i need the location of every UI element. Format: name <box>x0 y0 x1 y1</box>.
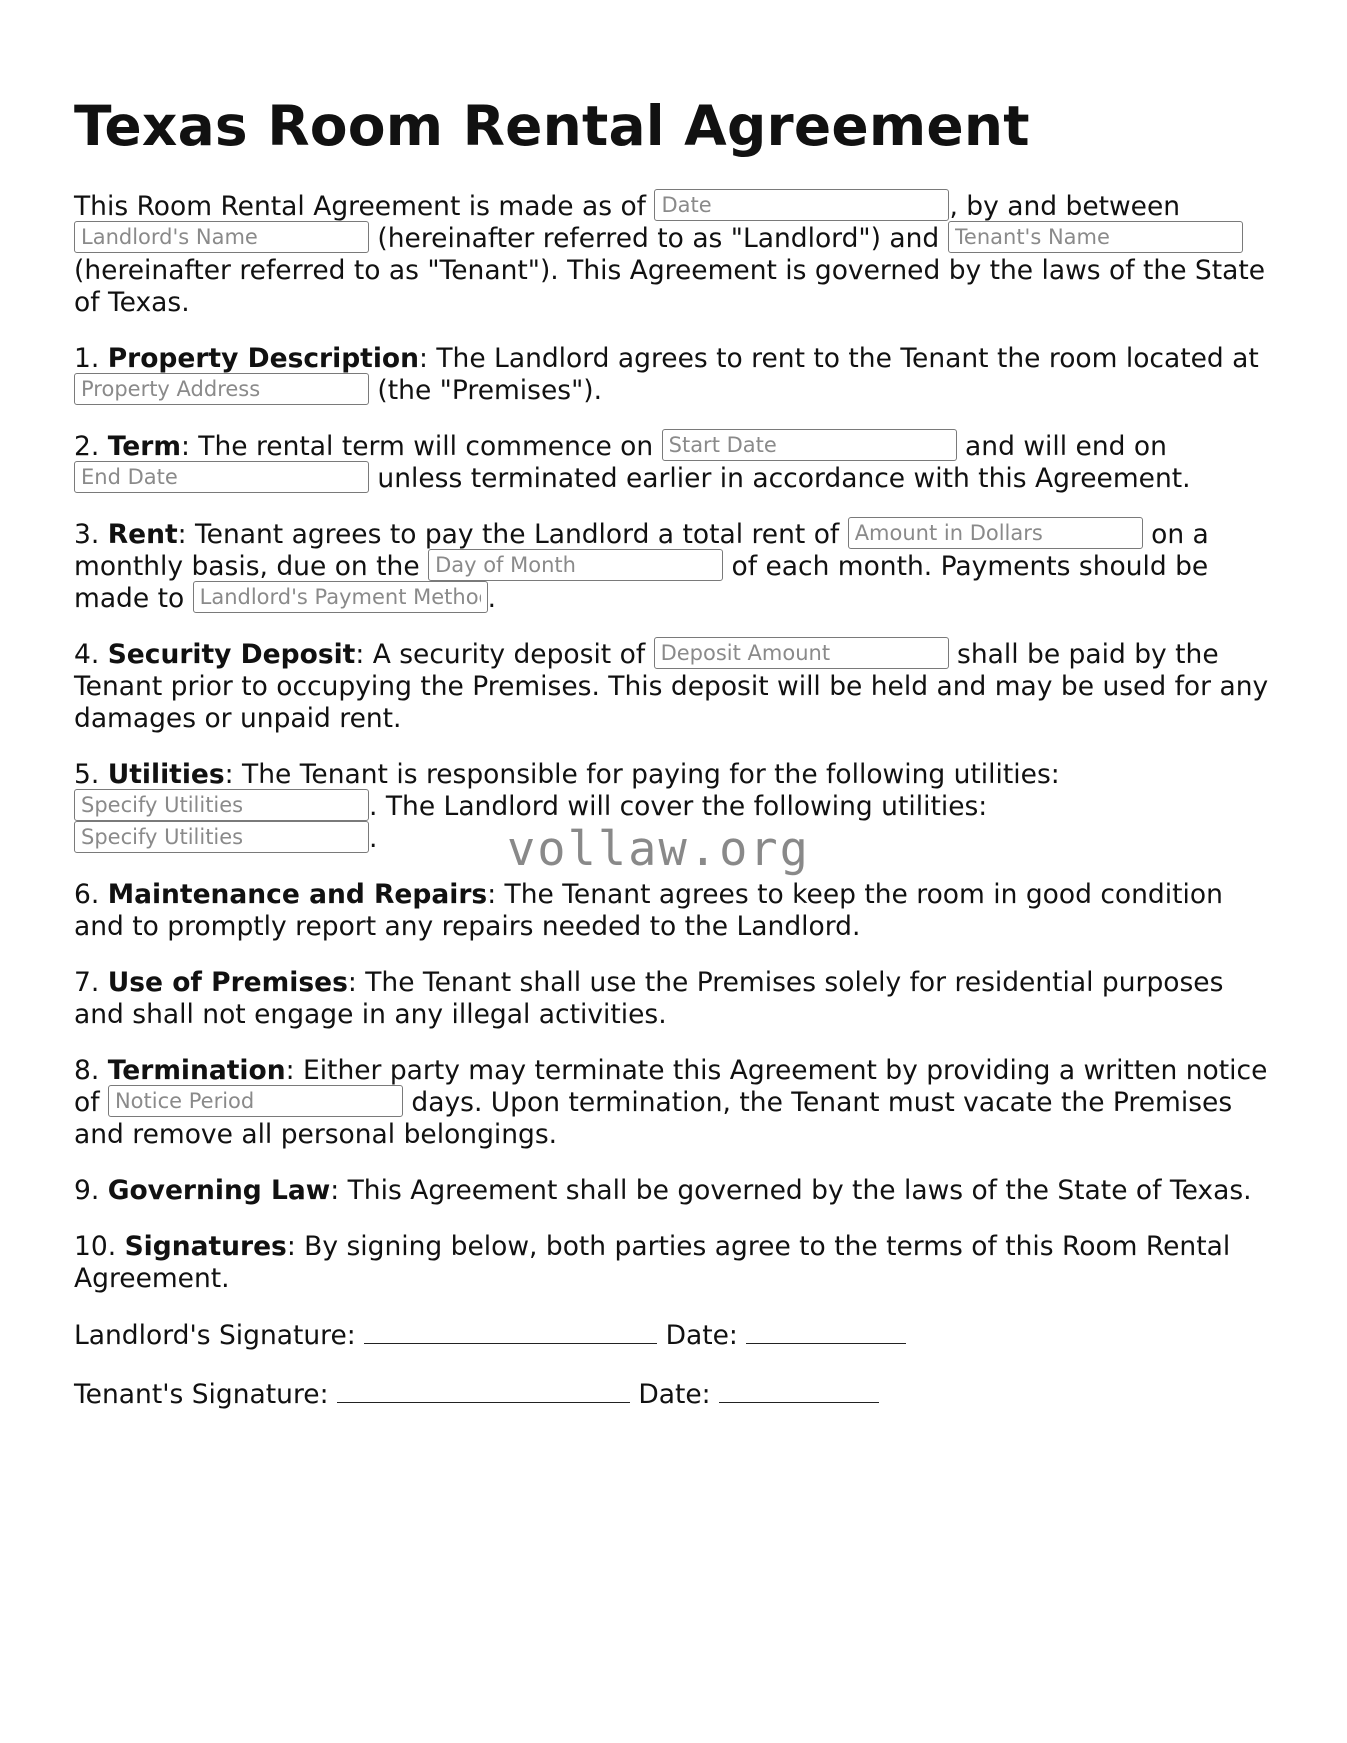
property-address-field[interactable] <box>74 373 369 405</box>
section-heading: Use of Premises <box>107 966 348 998</box>
section-heading: Rent <box>107 518 178 550</box>
section-heading: Maintenance and Repairs <box>107 878 488 910</box>
section-term <box>74 431 1274 495</box>
end-date-field[interactable] <box>74 461 369 493</box>
rent-day-field[interactable] <box>428 549 723 581</box>
tenant-signature-row <box>74 1378 1274 1411</box>
section-text: : A security deposit of <box>355 638 654 670</box>
section-text: on a monthly basis, due on the <box>74 518 1209 582</box>
section-utilities <box>74 759 1274 855</box>
section-termination <box>74 1055 1274 1151</box>
section-text: unless terminated earlier in accordance with this Agreement. <box>369 462 1191 494</box>
payment-method-field[interactable] <box>193 581 488 613</box>
tenant-signature-label: Tenant's Signature: <box>74 1378 337 1410</box>
section-text: . The Landlord will cover the following utilities: <box>369 790 988 822</box>
section-heading: Security Deposit <box>107 638 356 670</box>
section-governing-law <box>74 1175 1274 1207</box>
landlord-utilities-field[interactable] <box>74 821 369 853</box>
section-signatures <box>74 1231 1274 1295</box>
deposit-amount-field[interactable] <box>654 637 949 669</box>
section-heading: Governing Law <box>107 1174 331 1206</box>
intro-paragraph <box>74 191 1274 319</box>
tenant-date-line[interactable] <box>719 1378 879 1403</box>
section-text: . <box>487 582 497 614</box>
section-text: : The rental term will commence on <box>180 430 662 462</box>
section-number: 8. <box>74 1054 108 1086</box>
section-text: : The Tenant shall use the Premises solely for residential purposes and shall not engage in any illegal activities. <box>74 966 1224 1030</box>
section-text: : The Tenant agrees to keep the room in good condition and to promptly report any repairs needed to the Landlord. <box>74 878 1223 942</box>
document-page <box>74 96 1274 1437</box>
landlord-signature-line[interactable] <box>364 1319 657 1344</box>
agreement-date-field[interactable] <box>654 189 949 221</box>
section-text: of each month. Payments should be made to <box>74 550 1209 614</box>
tenant-utilities-field[interactable] <box>74 789 369 821</box>
section-number: 6. <box>74 878 108 910</box>
section-property-description <box>74 343 1274 407</box>
watermark: vollaw.org <box>507 822 810 877</box>
start-date-field[interactable] <box>662 429 957 461</box>
tenant-date-label: Date: <box>629 1378 720 1410</box>
section-text: : The Landlord agrees to rent to the Tenant the room located at <box>419 342 1259 374</box>
section-number: 4. <box>74 638 108 670</box>
landlord-signature-label: Landlord's Signature: <box>74 1319 365 1351</box>
section-security-deposit <box>74 639 1274 735</box>
intro-text: (hereinafter referred to as "Tenant"). This Agreement is governed by the laws of the State of Texas. <box>74 254 1266 318</box>
section-text: days. Upon termination, the Tenant must vacate the Premises and remove all personal belongings. <box>74 1086 1233 1150</box>
section-heading: Termination <box>107 1054 286 1086</box>
section-text: and will end on <box>956 430 1167 462</box>
section-text: : Tenant agrees to pay the Landlord a total rent of <box>177 518 848 550</box>
section-maintenance <box>74 879 1274 943</box>
intro-text: , by and between <box>949 190 1181 222</box>
section-heading: Signatures <box>124 1230 287 1262</box>
section-heading: Utilities <box>107 758 225 790</box>
section-use-of-premises <box>74 967 1274 1031</box>
intro-text: (hereinafter referred to as "Landlord") and <box>369 222 948 254</box>
section-text: : The Tenant is responsible for paying for the following utilities: <box>224 758 1060 790</box>
tenant-signature-line[interactable] <box>337 1378 630 1403</box>
section-number: 7. <box>74 966 108 998</box>
section-number: 10. <box>74 1230 125 1262</box>
tenant-name-field[interactable] <box>948 221 1243 253</box>
landlord-signature-row <box>74 1319 1274 1352</box>
intro-text: This Room Rental Agreement is made as of <box>74 190 655 222</box>
section-number: 1. <box>74 342 108 374</box>
section-heading: Term <box>107 430 181 462</box>
section-number: 2. <box>74 430 108 462</box>
landlord-name-field[interactable] <box>74 221 369 253</box>
section-text: : Either party may terminate this Agreement by providing a written notice of <box>74 1054 1268 1118</box>
section-text: : By signing below, both parties agree to the terms of this Room Rental Agreement. <box>74 1230 1231 1294</box>
page-title: Texas Room Rental Agreement <box>74 94 1030 158</box>
section-number: 9. <box>74 1174 108 1206</box>
section-text: (the "Premises"). <box>369 374 603 406</box>
section-text: shall be paid by the Tenant prior to occupying the Premises. This deposit will be held and may be used for any damages or unpaid rent. <box>74 638 1269 734</box>
section-rent <box>74 519 1274 615</box>
notice-period-field[interactable] <box>108 1085 403 1117</box>
section-number: 5. <box>74 758 108 790</box>
section-text: . <box>369 822 378 854</box>
section-number: 3. <box>74 518 108 550</box>
section-heading: Property Description <box>107 342 419 374</box>
landlord-date-label: Date: <box>657 1319 747 1351</box>
section-text: : This Agreement shall be governed by the laws of the State of Texas. <box>330 1174 1252 1206</box>
landlord-date-line[interactable] <box>746 1319 906 1344</box>
rent-amount-field[interactable] <box>848 517 1143 549</box>
